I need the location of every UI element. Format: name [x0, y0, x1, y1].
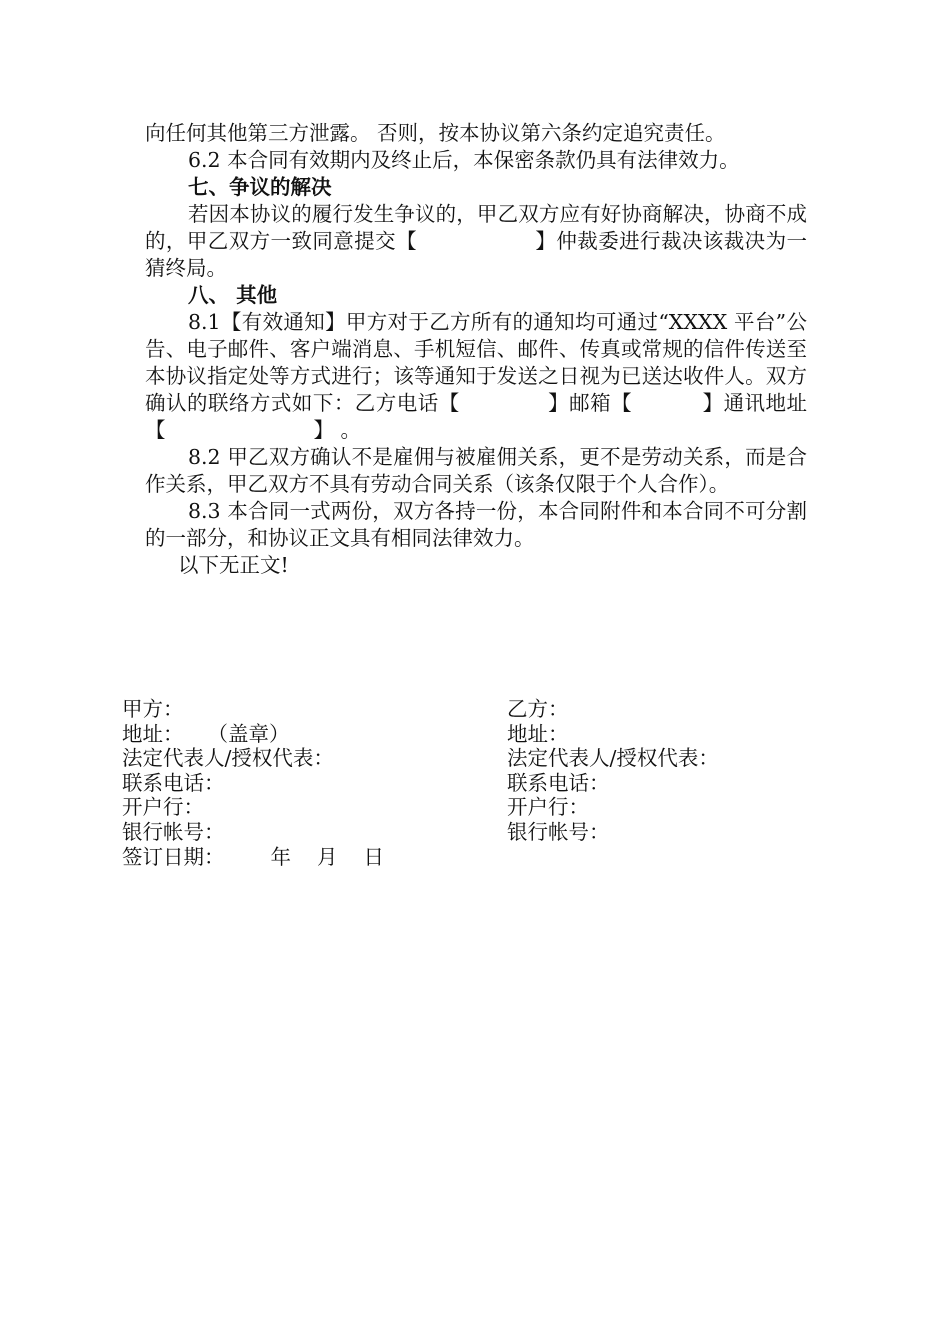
- dispute-text-part1: 若因本协议的履行发生争议的，甲乙双方应有好协商解决，协商不成的，甲乙双方一致同意提交【: [145, 202, 807, 253]
- party-a-account: 银行帐号：: [122, 819, 225, 844]
- notice-text-part2: 】邮箱【: [547, 391, 633, 415]
- paragraph-8-1: [145, 309, 807, 444]
- date-label: 签订日期：: [122, 844, 225, 869]
- paragraph-leak-clause: 向任何其他第三方泄露。 否则，按本协议第六条约定追究责任。: [145, 121, 726, 145]
- notice-text-part1: 8.1【有效通知】甲方对于乙方所有的通知均可通过“XXXX 平台”公告、电子邮件、客户端消息、手机短信、邮件、传真或常规的信件传送至本协议指定处等方式进行；该等通知于发送之日视为已送达收件人。双方确认的联络方式如下：乙方电话【: [145, 310, 807, 415]
- party-b-signature-block: [507, 697, 719, 845]
- date-year: 年: [270, 844, 291, 869]
- party-b-phone: 联系电话：: [507, 770, 610, 795]
- section-heading-7: 七、争议的解决: [188, 175, 332, 199]
- paragraph-dispute: [145, 201, 807, 282]
- party-a-address-label: 地址：: [122, 721, 184, 746]
- notice-text-part3: 】通讯地址【: [145, 391, 808, 442]
- party-a-seal: （盖章）: [207, 721, 290, 746]
- date-month: 月: [317, 844, 338, 869]
- party-a-representative: 法定代表人/授权代表：: [122, 746, 334, 771]
- paragraph-8-3: 8.3 本合同一式两份，双方各持一份，本合同附件和本合同不可分割的一部分，和协议正文具有相同法律效力。: [145, 499, 807, 550]
- paragraph-8-2: 8.2 甲乙双方确认不是雇佣与被雇佣关系，更不是劳动关系，而是合作关系，甲乙双方不具有劳动合同关系（该条仅限于个人合作）。: [145, 445, 807, 496]
- date-day: 日: [363, 844, 384, 869]
- party-b-representative: 法定代表人/授权代表：: [507, 746, 719, 771]
- party-a-date-line: [122, 845, 384, 870]
- party-b-title: 乙方：: [507, 697, 569, 721]
- section-heading-8: 八、 其他: [188, 283, 278, 307]
- end-of-text-note: 以下无正文!: [178, 553, 289, 577]
- party-b-address: 地址：: [507, 721, 569, 746]
- contract-body: [145, 120, 807, 579]
- party-a-bank: 开户行：: [122, 795, 204, 820]
- dispute-text-part2: 】仲裁委进行裁决该裁决为一猜终局。: [145, 229, 807, 280]
- party-b-account: 银行帐号：: [507, 819, 610, 844]
- notice-text-part4: 】 。: [313, 418, 362, 442]
- party-a-title: 甲方：: [122, 697, 184, 721]
- party-a-phone: 联系电话：: [122, 770, 225, 795]
- party-a-signature-block: [122, 697, 384, 869]
- paragraph-6-2: 6.2 本合同有效期内及终止后，本保密条款仍具有法律效力。: [188, 148, 740, 172]
- party-b-bank: 开户行：: [507, 795, 589, 820]
- party-a-address-line: [122, 722, 384, 747]
